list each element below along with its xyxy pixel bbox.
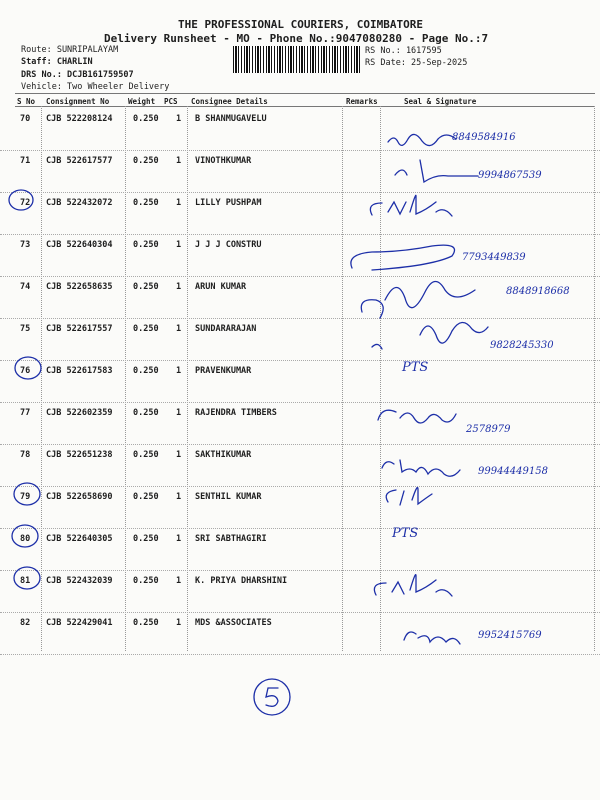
col-consignee: Consignee Details bbox=[191, 97, 268, 106]
row-consignment: CJB 522432039 bbox=[46, 576, 113, 586]
row-consignment: CJB 522617557 bbox=[46, 324, 113, 334]
route-label: Route: SUNRIPALAYAM bbox=[21, 45, 119, 55]
row-weight: 0.250 bbox=[133, 492, 159, 502]
row-sno: 75 bbox=[20, 324, 31, 334]
row-pcs: 1 bbox=[176, 198, 182, 208]
row-consignee: SRI SABTHAGIRI bbox=[195, 534, 267, 544]
phone-row82: 9952415769 bbox=[478, 630, 542, 641]
row-consignment: CJB 522432072 bbox=[46, 198, 113, 208]
page-total-value bbox=[300, 686, 301, 687]
row-pcs: 1 bbox=[176, 282, 182, 292]
row-consignment: CJB 522602359 bbox=[46, 408, 113, 418]
row-pcs: 1 bbox=[176, 450, 182, 460]
row-weight: 0.250 bbox=[133, 408, 159, 418]
circle-81-icon bbox=[14, 567, 40, 589]
company-title: THE PROFESSIONAL COURIERS, COIMBATORE bbox=[178, 18, 424, 31]
row-consignee: K. PRIYA DHARSHINI bbox=[195, 576, 288, 586]
col-signature: Seal & Signature bbox=[404, 97, 477, 106]
row-sno: 70 bbox=[20, 114, 31, 124]
row-pcs: 1 bbox=[176, 618, 182, 628]
page-total-digit-icon bbox=[266, 688, 278, 706]
row-consignee: J J J CONSTRU bbox=[195, 240, 262, 250]
row-weight: 0.250 bbox=[133, 282, 159, 292]
row-consignment: CJB 522208124 bbox=[46, 114, 113, 124]
row-sno: 77 bbox=[20, 408, 31, 418]
row-sno: 79 bbox=[20, 492, 31, 502]
circle-72-icon bbox=[9, 190, 33, 210]
row-weight: 0.250 bbox=[133, 114, 159, 124]
col-sno: S No bbox=[17, 97, 36, 106]
row-consignee: SAKTHIKUMAR bbox=[195, 450, 252, 460]
circle-80-icon bbox=[12, 525, 38, 547]
phone-row70: 8849584916 bbox=[452, 132, 516, 143]
phone-row78: 99944449158 bbox=[478, 466, 548, 477]
phone-row74: 8848918668 bbox=[506, 286, 570, 297]
row-pcs: 1 bbox=[176, 240, 182, 250]
row-consignee: VINOTHKUMAR bbox=[195, 156, 252, 166]
phone-row71: 9994867539 bbox=[478, 170, 542, 181]
row-consignee: PRAVENKUMAR bbox=[195, 366, 252, 376]
signature-row81-icon bbox=[374, 575, 452, 596]
row-pcs: 1 bbox=[176, 324, 182, 334]
row-sno: 71 bbox=[20, 156, 31, 166]
row-weight: 0.250 bbox=[133, 198, 159, 208]
row-sno: 72 bbox=[20, 198, 31, 208]
row-consignee: LILLY PUSHPAM bbox=[195, 198, 262, 208]
row-consignee: RAJENDRA TIMBERS bbox=[195, 408, 277, 418]
runsheet-subtitle: Delivery Runsheet - MO - Phone No.:9047080280 - Page No.:7 bbox=[104, 32, 489, 45]
row-sno: 81 bbox=[20, 576, 31, 586]
drs-number: DRS No.: DCJB161759507 bbox=[21, 70, 134, 80]
row-weight: 0.250 bbox=[133, 534, 159, 544]
row-pcs: 1 bbox=[176, 156, 182, 166]
row-weight: 0.250 bbox=[133, 618, 159, 628]
row-consignee: ARUN KUMAR bbox=[195, 282, 247, 292]
signature-row70-icon bbox=[388, 134, 456, 145]
phone-row73: 7793449839 bbox=[462, 252, 526, 263]
signature-row77-icon bbox=[378, 410, 456, 423]
row-consignment: CJB 522617577 bbox=[46, 156, 113, 166]
row-sno: 78 bbox=[20, 450, 31, 460]
row-weight: 0.250 bbox=[133, 324, 159, 334]
circle-76-icon bbox=[15, 357, 41, 379]
signature-row71-icon bbox=[395, 160, 478, 182]
row-consignment: CJB 522640304 bbox=[46, 240, 113, 250]
row-weight: 0.250 bbox=[133, 576, 159, 586]
vehicle-label: Vehicle: Two Wheeler Delivery bbox=[21, 82, 170, 92]
row-consignment: CJB 522640305 bbox=[46, 534, 113, 544]
row-pcs: 1 bbox=[176, 492, 182, 502]
row-sno: 74 bbox=[20, 282, 31, 292]
row-weight: 0.250 bbox=[133, 450, 159, 460]
col-weight: Weight bbox=[128, 97, 156, 106]
rs-date: RS Date: 25-Sep-2025 bbox=[365, 58, 468, 68]
col-consignment: Consignment No bbox=[46, 97, 110, 106]
signature-row79-icon bbox=[386, 488, 432, 505]
row-consignee: MDS &ASSOCIATES bbox=[195, 618, 272, 628]
phone-row77: 2578979 bbox=[466, 424, 511, 435]
row-pcs: 1 bbox=[176, 114, 182, 124]
signature-row82-icon bbox=[404, 632, 460, 644]
signature-row78-icon bbox=[382, 460, 460, 476]
row-consignment: CJB 522617583 bbox=[46, 366, 113, 376]
row-pcs: 1 bbox=[176, 576, 182, 586]
circle-79-icon bbox=[14, 483, 40, 505]
row-consignment: CJB 522429041 bbox=[46, 618, 113, 628]
phone-row75: 9828245330 bbox=[490, 340, 554, 351]
row-pcs: 1 bbox=[176, 534, 182, 544]
row-pcs: 1 bbox=[176, 366, 182, 376]
row-consignee: SENTHIL KUMAR bbox=[195, 492, 262, 502]
rs-number: RS No.: 1617595 bbox=[365, 46, 442, 56]
row-consignee: SUNDARARAJAN bbox=[195, 324, 257, 334]
row-consignee: B SHANMUGAVELU bbox=[195, 114, 267, 124]
signature-row74-icon bbox=[361, 281, 475, 318]
staff-label: Staff: CHARLIN bbox=[21, 57, 93, 67]
signature-row72-icon bbox=[370, 195, 452, 216]
page-total-circle-icon bbox=[254, 679, 290, 715]
signature-row75-icon bbox=[372, 322, 488, 349]
row-pcs: 1 bbox=[176, 408, 182, 418]
col-pcs: PCS bbox=[164, 97, 178, 106]
row-weight: 0.250 bbox=[133, 156, 159, 166]
row-sno: 73 bbox=[20, 240, 31, 250]
signature-row73-icon bbox=[351, 245, 455, 270]
row-consignment: CJB 522651238 bbox=[46, 450, 113, 460]
initials-row76: PTS bbox=[402, 360, 429, 375]
row-sno: 76 bbox=[20, 366, 31, 376]
initials-row80: PTS bbox=[392, 526, 419, 541]
row-weight: 0.250 bbox=[133, 366, 159, 376]
col-remarks: Remarks bbox=[346, 97, 378, 106]
row-consignment: CJB 522658690 bbox=[46, 492, 113, 502]
row-consignment: CJB 522658635 bbox=[46, 282, 113, 292]
row-sno: 80 bbox=[20, 534, 31, 544]
row-weight: 0.250 bbox=[133, 240, 159, 250]
row-sno: 82 bbox=[20, 618, 31, 628]
